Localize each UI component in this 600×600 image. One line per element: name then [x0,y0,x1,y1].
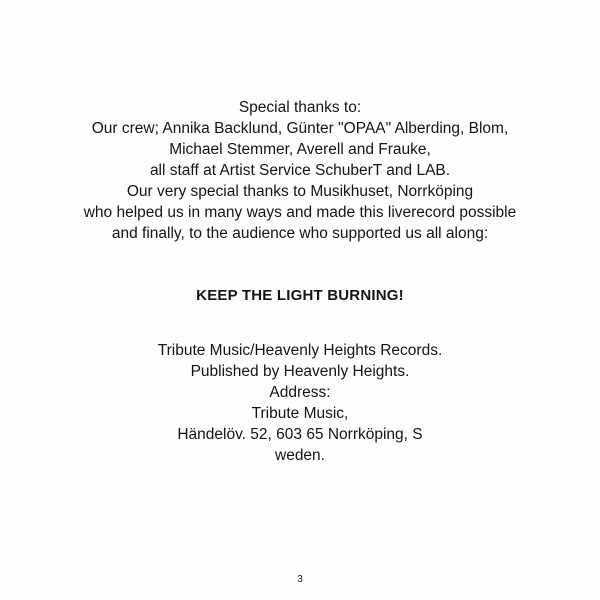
thanks-line: Our very special thanks to Musikhuset, Norrköping [126,183,474,200]
thanks-line: who helped us in many ways and made this liverecord possible [83,204,517,221]
label-line: Tribute Music/Heavenly Heights Records. [157,342,443,359]
label-line: Published by Heavenly Heights. [190,363,410,380]
label-line: Address: [269,384,331,401]
special-thanks-section [0,97,600,244]
label-info-section [0,340,600,466]
label-line: Tribute Music, [251,405,349,422]
thanks-line: Our crew; Annika Backlund, Günter "OPAA" Alberding, Blom, [91,120,509,137]
thanks-line: and finally, to the audience who supported us all along: [111,225,489,242]
thanks-heading: Special thanks to: [238,99,362,116]
page-number: 3 [297,574,303,585]
thanks-line: Michael Stemmer, Averell and Frauke, [169,141,431,158]
motto-heading: KEEP THE LIGHT BURNING! [196,287,404,304]
thanks-line: all staff at Artist Service SchuberT and LAB. [149,162,451,179]
label-line: weden. [275,447,325,464]
label-line: Händelöv. 52, 603 65 Norrköping, S [177,426,423,443]
